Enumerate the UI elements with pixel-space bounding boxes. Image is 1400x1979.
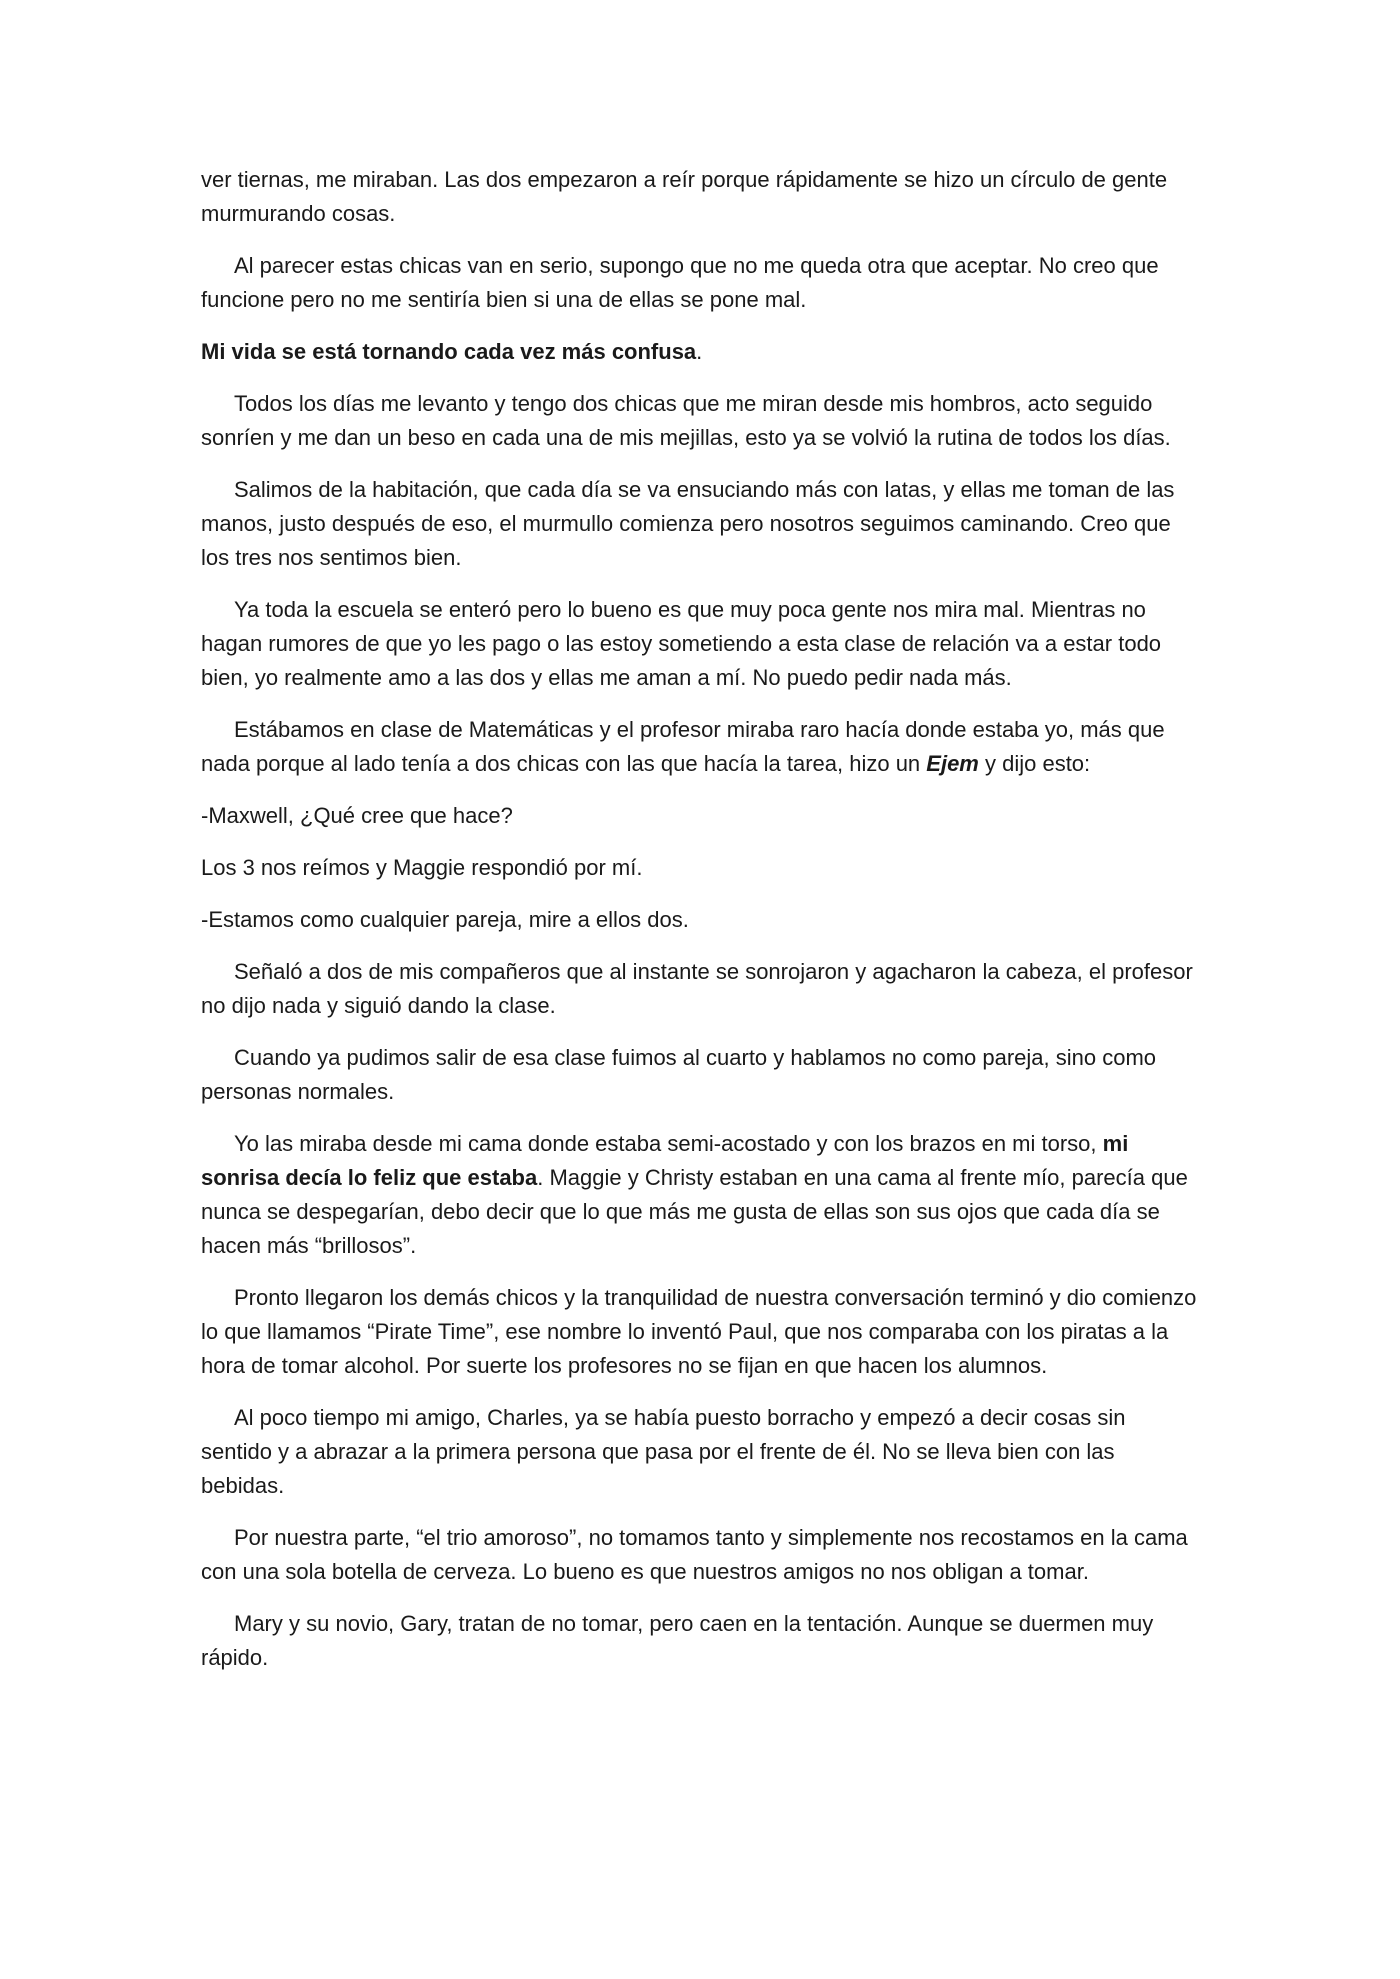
paragraph-with-emphasis [201,713,1201,781]
dialogue-line: -Maxwell, ¿Qué cree que hace? [201,803,513,828]
emphasized-word: Ejem [926,751,979,776]
paragraph-fragment: y dijo esto: [978,751,1091,776]
paragraph: Señaló a dos de mis compañeros que al instante se sonrojaron y agacharon la cabeza, el profesor no dijo nada y siguió dando la clase. [201,959,1193,1018]
paragraph: Cuando ya pudimos salir de esa clase fuimos al cuarto y hablamos no como pareja, sino como personas normales. [201,1045,1157,1104]
paragraph: Pronto llegaron los demás chicos y la tranquilidad de nuestra conversación terminó y dio comienzo lo que llamamos “Pirate Time”, ese nombre lo inventó Paul, que nos comparaba con los piratas a la hora de tomar alcohol. Por suerte los profesores no se fijan en que hacen los alumnos. [201,1285,1197,1378]
paragraph: Por nuestra parte, “el trio amoroso”, no tomamos tanto y simplemente nos recostamos en la cama con una sola botella de cerveza. Lo bueno es que nuestros amigos no nos obligan a tomar. [201,1525,1188,1584]
paragraph: Ya toda la escuela se enteró pero lo bueno es que muy poca gente nos mira mal. Mientras no hagan rumores de que yo les pago o las estoy sometiendo a esta clase de relación va a estar todo bien, yo realmente amo a las dos y ellas me aman a mí. No puedo pedir nada más. [201,597,1162,690]
bold-phrase: Mi vida se está tornando cada vez más confusa [201,339,697,364]
paragraph-bold-statement [201,335,1201,369]
paragraph: Al poco tiempo mi amigo, Charles, ya se había puesto borracho y empezó a decir cosas sin sentido y a abrazar a la primera persona que pasa por el frente de él. No se lleva bien con las bebidas. [201,1405,1126,1498]
dialogue-line: -Estamos como cualquier pareja, mire a ellos dos. [201,907,689,932]
paragraph-fragment: . Maggie y Christy estaban en una cama al frente mío, parecía que nunca se despegarían, debo decir que lo que más me gusta de ellas son sus ojos que cada día se hacen más “brillosos”. [201,1165,1188,1258]
paragraph: Mary y su novio, Gary, tratan de no tomar, pero caen en la tentación. Aunque se duermen muy rápido. [201,1611,1154,1670]
paragraph-with-bold [201,1127,1201,1263]
paragraph: Los 3 nos reímos y Maggie respondió por mí. [201,855,643,880]
paragraph: Al parecer estas chicas van en serio, supongo que no me queda otra que aceptar. No creo que funcione pero no me sentiría bien si una de ellas se pone mal. [201,253,1159,312]
paragraph: ver tiernas, me miraban. Las dos empezaron a reír porque rápidamente se hizo un círculo de gente murmurando cosas. [201,167,1168,226]
bold-phrase: mi sonrisa decía lo feliz que estaba [201,1131,1129,1190]
paragraph-fragment: Yo las miraba desde mi cama donde estaba semi-acostado y con los brazos en mi torso, [234,1131,1103,1156]
paragraph: Salimos de la habitación, que cada día se va ensuciando más con latas, y ellas me toman de las manos, justo después de eso, el murmullo comienza pero nosotros seguimos caminando. Creo que los tres nos sentimos bien. [201,477,1175,570]
paragraph: Todos los días me levanto y tengo dos chicas que me miran desde mis hombros, acto seguido sonríen y me dan un beso en cada una de mis mejillas, esto ya se volvió la rutina de todos los días. [201,391,1171,450]
document-body [201,163,1201,1693]
paragraph-fragment: Estábamos en clase de Matemáticas y el profesor miraba raro hacía donde estaba yo, más que nada porque al lado tenía a dos chicas con las que hacía la tarea, hizo un [201,717,1165,776]
paragraph-fragment: . [696,339,703,364]
